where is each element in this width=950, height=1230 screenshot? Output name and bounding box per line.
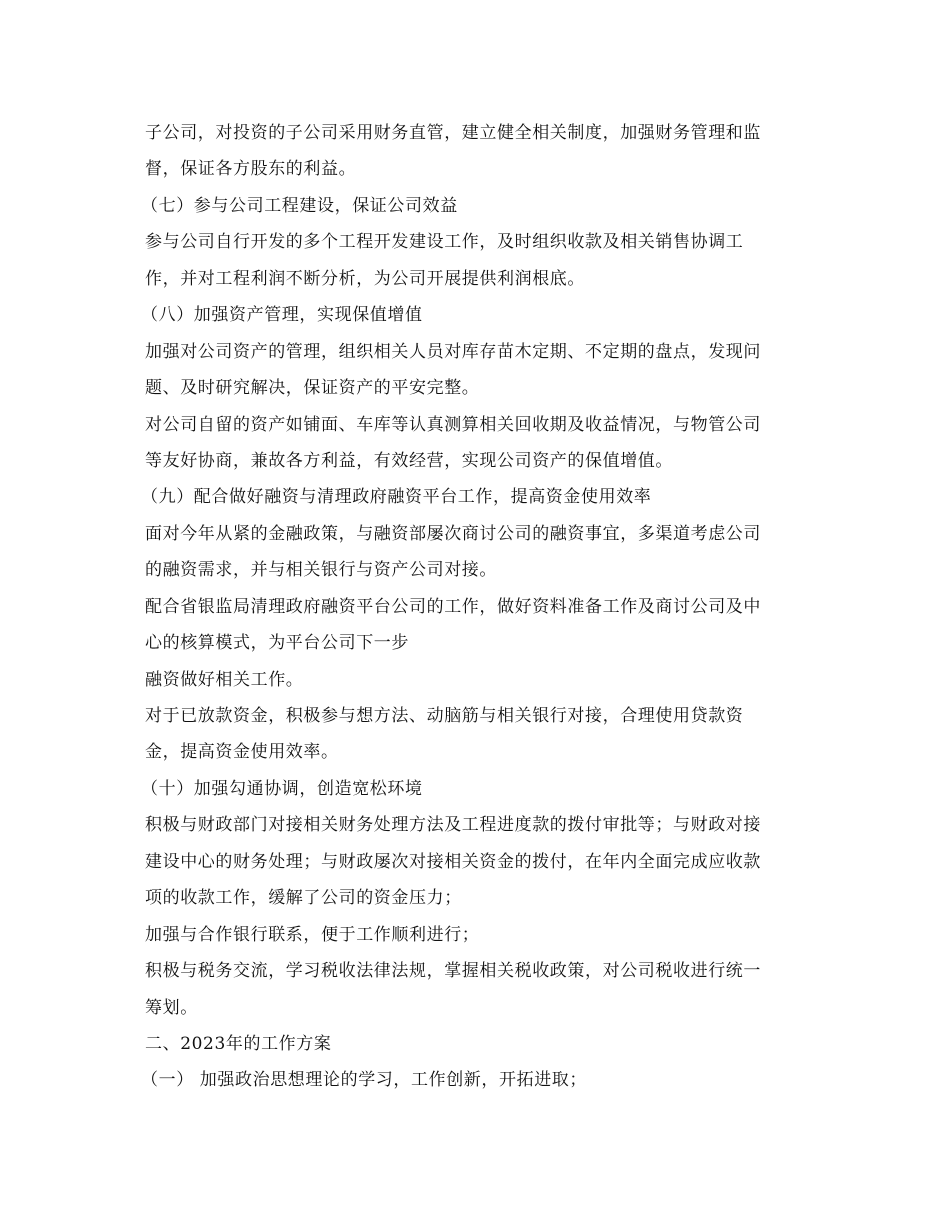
paragraph-line: 面对今年从紧的金融政策，与融资部屡次商讨公司的融资事宜，多渠道考虑公司 [145,523,761,544]
chapter-heading-2: 二、2023年的工作方案 [145,1033,332,1054]
paragraph-line: 的融资需求，并与相关银行与资产公司对接。 [145,560,497,581]
paragraph-line: 参与公司自行开发的多个工程开发建设工作，及时组织收款及相关销售协调工 [145,232,744,253]
paragraph-line: 加强对公司资产的管理，组织相关人员对库存苗木定期、不定期的盘点，发现问 [145,341,761,362]
document-body [141,115,810,1099]
paragraph-line: 项的收款工作，缓解了公司的资金压力； [145,888,462,909]
paragraph-line: 积极与税务交流，学习税收法律法规，掌握相关税收政策，对公司税收进行统一 [145,961,761,982]
paragraph-line: 加强与合作银行联系，便于工作顺利进行； [145,924,480,945]
section-heading-7: （七）参与公司工程建设，保证公司效益 [141,195,458,216]
section-heading-8: （八）加强资产管理，实现保值增值 [141,305,423,326]
paragraph-line: 建设中心的财务处理；与财政屡次对接相关资金的拨付，在年内全面完成应收款 [145,851,761,872]
paragraph-line: 作，并对工程利润不断分析，为公司开展提供利润根底。 [145,268,585,289]
paragraph-line: 题、及时研究解决，保证资产的平安完整。 [145,378,480,399]
paragraph-line: 融资做好相关工作。 [145,669,304,690]
paragraph-line: 金，提高资金使用效率。 [145,742,339,763]
paragraph-line: 督，保证各方股东的利益。 [145,159,357,180]
paragraph-line: 对于已放款资金，积极参与想方法、动脑筋与相关银行对接，合理使用贷款资 [145,706,744,726]
paragraph-line: 筹划。 [145,997,198,1018]
paragraph-line: 积极与财政部门对接相关财务处理方法及工程进度款的拨付审批等；与财政对接 [145,815,761,836]
section-heading-1: （一） 加强政治思想理论的学习，工作创新，开拓进取； [141,1070,588,1091]
section-heading-10: （十）加强勾通协调，创造宽松环境 [141,778,423,799]
paragraph-line: 对公司自留的资产如铺面、车库等认真测算相关回收期及收益情况，与物管公司 [145,414,761,435]
paragraph-line: 配合省银监局清理政府融资平台公司的工作，做好资料准备工作及商讨公司及中 [145,596,761,617]
paragraph-line: 等友好协商，兼故各方利益，有效经营，实现公司资产的保值增值。 [145,450,673,471]
paragraph-line: 心的核算模式，为平台公司下一步 [145,633,409,654]
paragraph-line: 子公司，对投资的子公司采用财务直管，建立健全相关制度，加强财务管理和监 [145,123,761,143]
section-heading-9: （九）配合做好融资与清理政府融资平台工作，提高资金使用效率 [141,487,652,508]
